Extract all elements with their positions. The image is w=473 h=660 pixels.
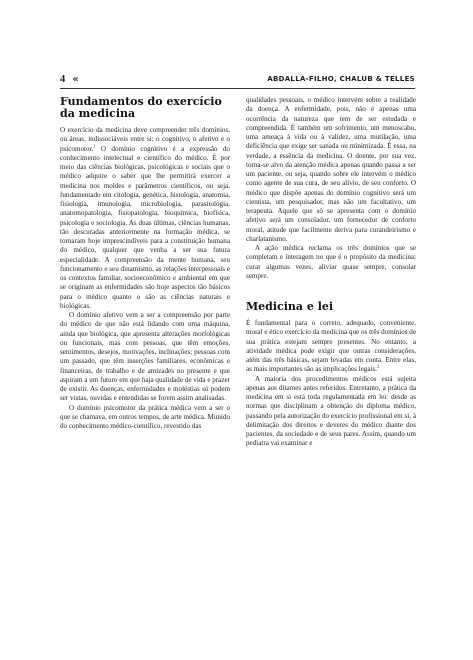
paragraph-fundamental xyxy=(246,319,416,375)
page-header xyxy=(60,72,415,86)
paragraph-procedimentos: A maioria dos procedimentos médicos está sujeita apenas aos ditames antes referidos. Entretanto, a prática da medicina em si está toda regulamentada em lei: desde as normas que disciplinam a obtenção do diploma médico, passando pela autorização do exercício profissional em si, à delimitação dos direitos e deveres do médico diante dos pacientes, da sociedade e de seus pares. Assim, quando um pediatra vai examinar e xyxy=(246,374,416,448)
header-rule xyxy=(60,88,415,89)
paragraph-afetivo: O domínio afetivo vem a ser a compreensão por parte do médico de que não está lidando com uma máquina, ainda que biológica, que apresenta alterações morfológicas ou funcionais, mas com pessoas, que têm emoções, sentimentos, desejos, motivações, inclinações; pessoas com um passado, que têm inserções familiares, econômicas e financeiras, de trabalho e de amizades no presente e que aspiram a um futuro em que haja qualidade de vida e prazer de existir. As doenças, enfermidades e moléstias só podem ser vistas, ouvidas e entendidas se forem assim analisadas. xyxy=(60,311,230,403)
page-number: 4 xyxy=(60,73,66,85)
right-column xyxy=(246,96,416,650)
paragraph-text: O domínio cognitivo é a expressão do conhecimento intelectual e científico do médico. É por meio das ciências biológicas, psicológicas e sociais que o médico adquire o saber que lhe permitirá exercer a medicina nos moldes e parâmetros científicos, ou seja, fundamentado em citologia, genética, histologia, anatomia, fisiologia, imunologia, microbiologia, parasitologia, anatomopatologia, fisiopatologia, bioquímica, biofísica, psicologia e sociologia. As duas últimas, ciências humanas, tão descuradas anteriormente na formação médica, se tornaram hoje imprescindíveis para a constituição humana do médico, qualquer que venha a ser sua futura especialidade. A compreensão da mente humana, seu funcionamento e seu dinamismo, as relações interpessoais e os contextos familiar, socioeconômico e ambiental em que se originam as enfermidades são hoje aspectos tão básicos para o médico quanto o são as ciências naturais e biológicas. xyxy=(60,144,230,310)
section-heading-fundamentos: Fundamentos do exercício da medicina xyxy=(60,95,222,120)
left-column xyxy=(60,96,230,650)
paragraph-text: É fundamental para o correto, adequado, conveniente, moral e ético exercício da medicina que os três domínios de sua prática estejam sempre presentes. No entanto, a atividade médica pode exigir que outras considerações, além das três básicas, sejam levadas em conta. Entre elas, as mais importantes são as implicações legais. xyxy=(246,319,416,374)
footnote-ref: 2 xyxy=(377,363,380,369)
chevron-left-icon: « xyxy=(72,73,79,85)
paragraph-acao-medica: A ação médica reclama os três domínios que se completam e interagem no que é o propósito da medicina: curar algumas vezes, aliviar quase sempre, consolar sempre. xyxy=(246,244,416,280)
running-title: ABDALLA-FILHO, CHALUB & TELLES xyxy=(267,75,415,83)
paragraph-dominios xyxy=(60,126,230,311)
footnote-ref: 1 xyxy=(93,143,96,149)
paragraph-text: O exercício da medicina deve compreender três domínios, ou áreas, indissociáveis entre si: o cognitivo, o afetivo e o psicomotor. xyxy=(60,126,230,153)
paragraph-continuation: qualidades pessoais, o médico intervém sobre a realidade da doença. A enfermidade, pois, não é apenas uma ocorrência da natureza que tem de ser estudada e compreendida. É também um sofrimento, um menoscabo, uma ameaça à vida ou à validez, uma mutilação, uma deficiência que exige ser sanada ou minimizada. É essa, na verdade, a essência da medicina. O doente, por sua vez, torna-se alvo da atenção médica apenas quando passa a ser um paciente, ou seja, quando sobre ele intervém o médico como agente de sua cura, de seu alívio, de seu conforto. O médico que dispõe apenas do domínio cognitivo será um cientista, um pesquisador, mas não um facultativo, um terapeuta. Aquele que só se apresenta com o domínio afetivo será um consolador, um fornecedor de conforto moral, atitude que facilmente deriva para curandeirismo e charlatanismo. xyxy=(246,96,416,243)
section-heading-medicina-e-lei: Medicina e lei xyxy=(246,300,334,313)
paragraph-psicomotor: O domínio psicomotor da prática médica vem a ser o que se chamava, em outros tempos, de arte médica. Munido do conhecimento médico-científico, revestido das xyxy=(60,403,230,430)
header-left xyxy=(60,74,79,85)
